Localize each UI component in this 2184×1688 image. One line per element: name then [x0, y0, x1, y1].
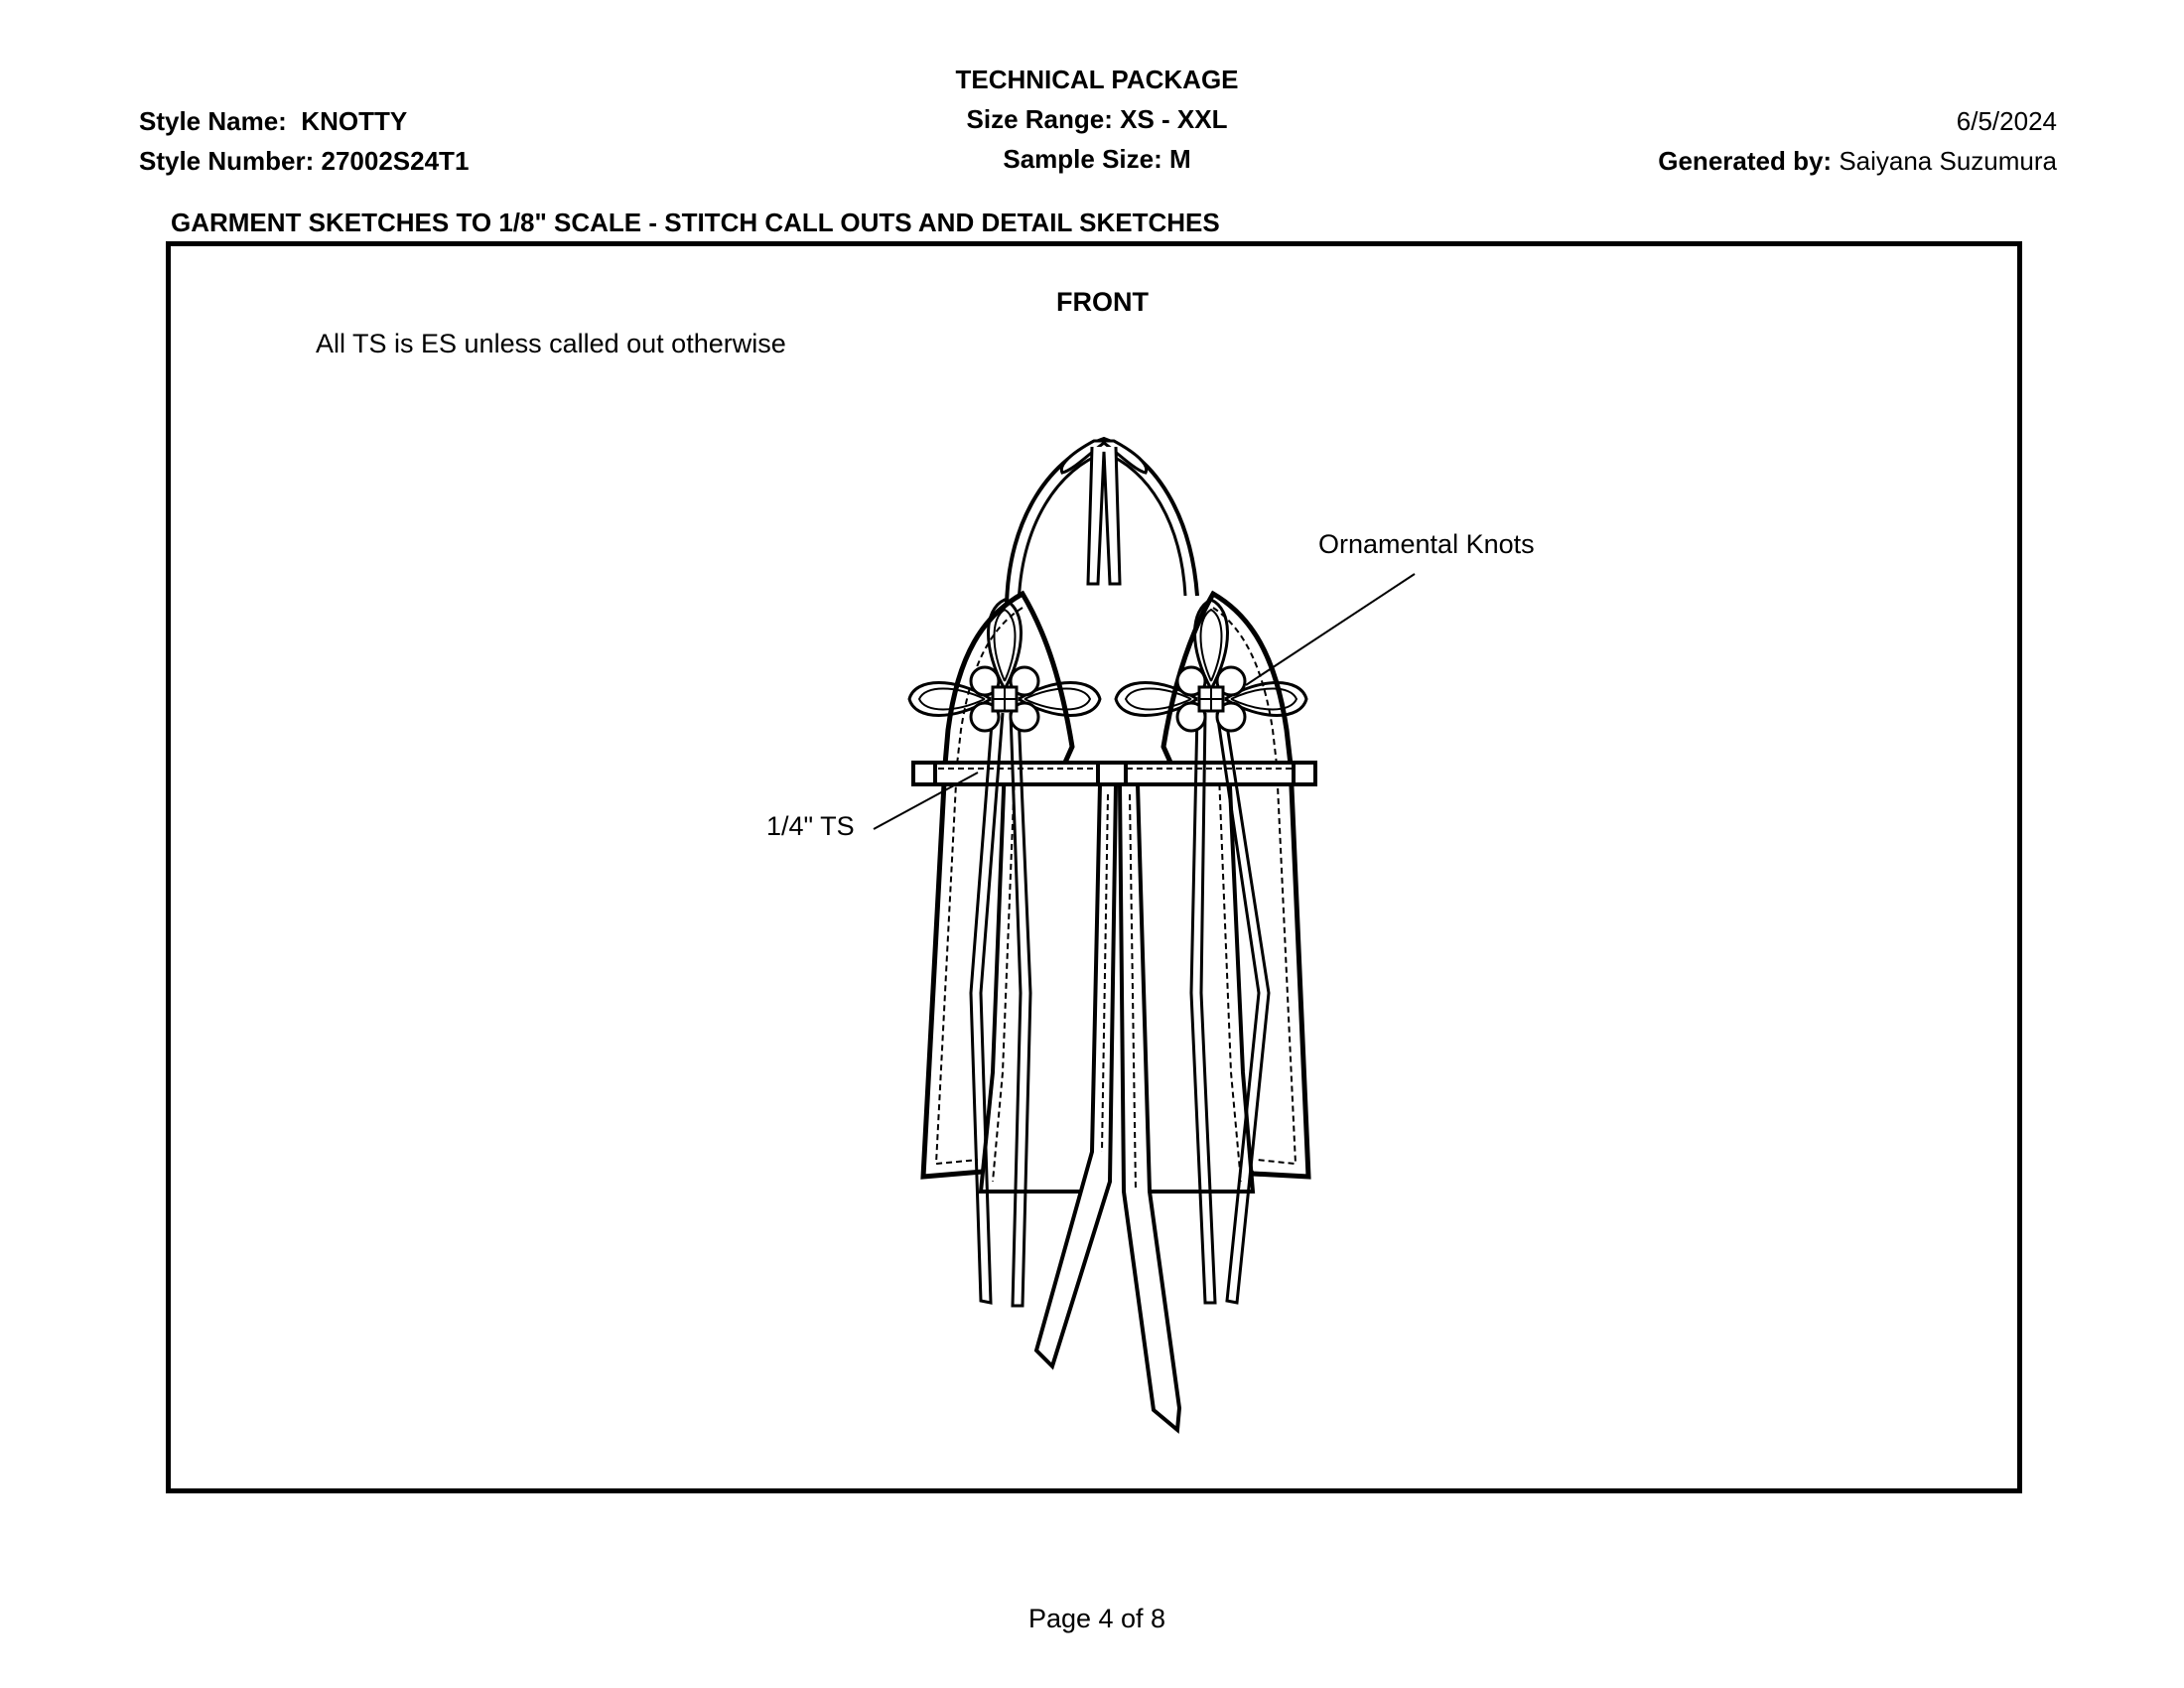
style-name-value: KNOTTY — [301, 106, 408, 136]
callout-ornamental-knots: Ornamental Knots — [1318, 529, 1535, 559]
style-name-label: Style Name: — [139, 106, 287, 136]
doc-date: 6/5/2024 — [1956, 106, 2057, 136]
generated-by-value: Saiyana Suzumura — [1839, 146, 2057, 176]
size-range: Size Range: XS - XXL — [966, 104, 1228, 134]
style-number-value: 27002S24T1 — [321, 146, 470, 176]
section-title: GARMENT SKETCHES TO 1/8" SCALE - STITCH CALL OUTS AND DETAIL SKETCHES — [171, 208, 1220, 237]
style-number-label: Style Number: — [139, 146, 315, 176]
page-number: Page 4 of 8 — [1027, 1604, 1166, 1633]
sample-size: Sample Size: M — [1003, 144, 1191, 174]
tech-package-title: TECHNICAL PACKAGE — [955, 65, 1239, 94]
view-label: FRONT — [1056, 287, 1149, 317]
stitch-note: All TS is ES unless called out otherwise — [316, 329, 786, 358]
callout-topstitch: 1/4" TS — [766, 811, 855, 841]
generated-by-label: Generated by: — [1658, 146, 1833, 176]
